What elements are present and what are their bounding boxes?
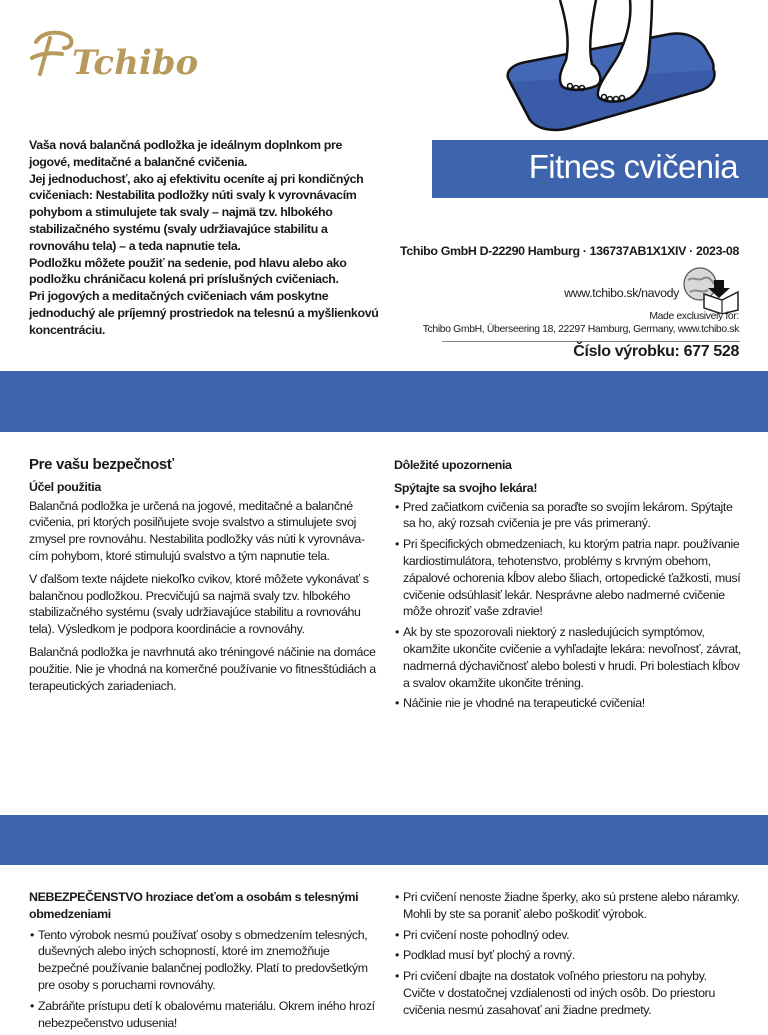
danger-heading: NEBEZPEČENSTVO hroziace deťom a osobám s telesnými obmedzeniami: [29, 890, 359, 921]
list-item: • Pred začiatkom cvičenia sa poraďte so svojím lekárom. Spýtajte sa ho, aký rozsah cvičenia je pre vás primeraný.: [394, 499, 742, 533]
made-for: [423, 310, 739, 337]
list-item: • Pri cvičení dbajte na dostatok voľného priestoru na pohyby. Cvičte v dostatočnej vzdialenosti od iných osôb. Do priestoru cvičenia nesmú zasahovať ani žiadne predmety.: [394, 968, 742, 1018]
safety-paragraph: Balančná podložka je určená na jogové, meditačné a balančné cvičenia, pri ktorých posilňujete svoje svalstvo a stimulujete svoj zmysel pre rovnováhu. Nestabilita podložky vás núti k vyrovnávacím pohybom, ktoré stimulujú svalstvo a tým napnutie tela.: [29, 498, 366, 563]
company-line: Tchibo GmbH D-22290 Hamburg · 136737AB1X1XIV · 2023-08: [400, 244, 739, 258]
list-item: • Pri špecifických obmedzeniach, ku ktorým patria napr. používanie kardiostimulátora, tehotenstvo, problémy s krvným obehom, zápalové ochorenia kĺbov alebo šliach, ortopedické ťažkosti, musí cvičenie odsúhlasiť lekár. Nesprávne alebo nadmerné cvičenie môže ohroziť vaše zdravie!: [394, 536, 742, 620]
intro-text: [29, 137, 379, 339]
notices-list: [394, 499, 742, 713]
intro-paragraph: Vaša nová balančná podložka je ideálnym doplnkom pre jogové, meditačné a balančné cvičenia.: [29, 138, 343, 169]
section-band: [0, 371, 768, 432]
intro-paragraph: Podložku môžete použiť na sedenie, pod hlavu alebo ako podložku chráničacu kolená pri príslušných cvičeniach.: [29, 255, 347, 287]
list-item: • Pri cvičení nenoste žiadne šperky, ako sú prstene alebo náramky. Mohli by ste sa poraniť alebo poškodiť výrobok.: [394, 889, 742, 923]
section-band: [0, 815, 768, 865]
more-safety-list: [394, 889, 742, 1019]
purpose-heading: Účel použitia: [29, 479, 101, 494]
notices-heading: Dôležité upozornenia: [394, 458, 512, 472]
made-for-label: Made exclusively for:: [649, 311, 739, 322]
ask-doctor-heading: Spýtajte sa svojho lekára!: [394, 480, 538, 495]
list-item: • Tento výrobok nesmú používať osoby s obmedzením telesných, duševných alebo iných schopností, ktoré im znemožňuje bezpečné používanie balančnej podložky. Platí to predovšetkým pre osoby s poruchami rovnováhy.: [29, 927, 379, 994]
safety-paragraph: V ďalšom texte nájdete niekoľko cvikov, ktoré môžete vykonávať s balančnou podložkou. Precvičujú sa najmä svaly tzv. hlbokého stabilizačného systému (svaly udržiavajúce stabilitu a rovnováhu tela). Výsledkom je podpora koordinácie a rovnováhy.: [29, 571, 369, 637]
list-item: • Ak by ste spozorovali niektorý z nasledujúcich symptómov, okamžite ukončite cvičenie a vyhľadajte lekára: nevoľnosť, závrat, nadmerná dýchavičnosť alebo bolesti v hrudi. Pri bolestiach kĺbov a svalov okamžite ukončite tréning.: [394, 624, 742, 691]
page-title: Fitnes cvičenia: [528, 148, 738, 185]
tchibo-logo: [28, 28, 200, 82]
logo-text: Tchibo: [72, 43, 199, 82]
more-safety-section: [394, 889, 742, 1023]
intro-paragraph: Pri jogových a meditačných cvičeniach vám poskytne jednoduchý ale príjemný prostriedok na telesnú a myšlienkovú koncentráciu.: [29, 289, 379, 337]
danger-list: [29, 927, 379, 1032]
safety-paragraph: Balančná podložka je navrhnutá ako tréningové náčinie na domáce použitie. Nie je vhodná na komerčné používanie vo fitnesštúdiách a terapeutických zariadeniach.: [29, 644, 376, 693]
notices-section: [394, 457, 742, 716]
website-link[interactable]: www.tchibo.sk/navody: [564, 286, 679, 300]
product-number: Číslo výrobku: 677 528: [573, 343, 739, 360]
divider: [442, 341, 740, 342]
balance-pad-illustration: [500, 0, 718, 150]
list-item: • Náčinie nie je vhodné na terapeutické cvičenia!: [394, 695, 742, 712]
list-item: • Pri cvičení noste pohodlný odev.: [394, 927, 742, 944]
intro-paragraph: Jej jednoduchosť, ako aj efektivitu oceníte aj pri kondičných cvičeniach: Nestabilita podložky núti svaly k vyrovnávacím pohybom a stimulujete tak svaly – najmä tzv. hlbokého stabilizačného systému (svaly udržiavajúce stabilitu a rovnováhu tela) – a teda napnutie tela.: [29, 171, 364, 253]
safety-heading: Pre vašu bezpečnosť: [29, 456, 174, 473]
title-band: [432, 140, 768, 198]
made-for-address: Tchibo GmbH, Überseering 18, 22297 Hamburg, Germany, www.tchibo.sk: [422, 324, 739, 336]
list-item: • Podklad musí byť plochý a rovný.: [394, 947, 742, 964]
globe-book-icon: [682, 266, 740, 314]
list-item: • Zabráňte prístupu detí k obalovému materiálu. Okrem iného hrozí nebezpečenstvo udusenia!: [29, 998, 379, 1032]
safety-section: [29, 457, 379, 694]
danger-section: [29, 889, 379, 1035]
